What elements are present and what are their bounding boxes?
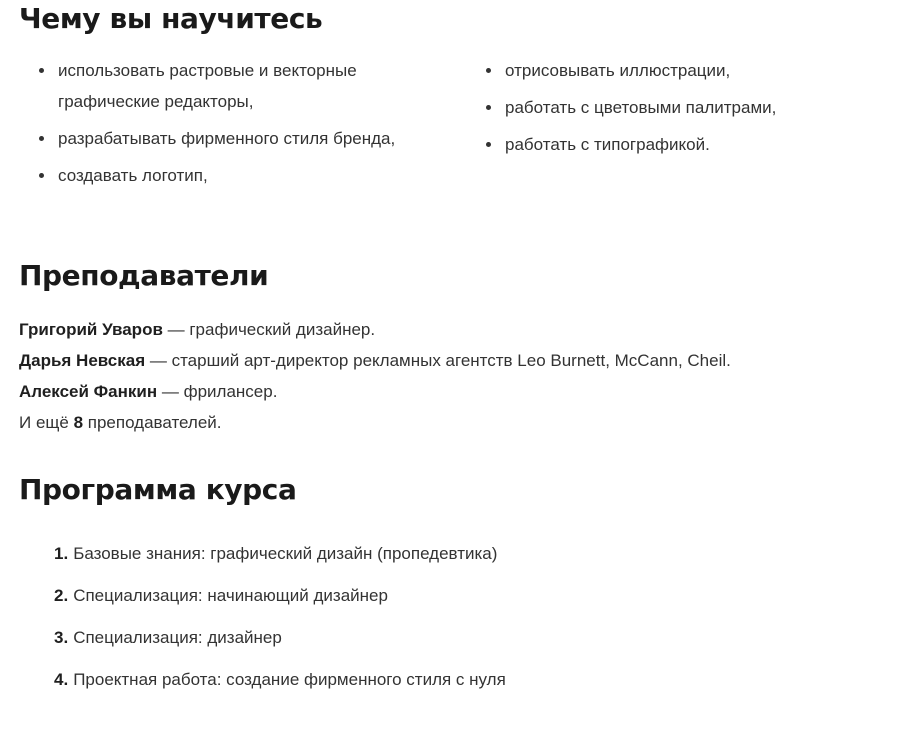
program-item bbox=[54, 617, 506, 659]
program-item-text: Проектная работа: создание фирменного стиля с нуля bbox=[73, 670, 506, 689]
program-item-number: 4. bbox=[54, 670, 69, 689]
program-item-text: Базовые знания: графический дизайн (пропедевтика) bbox=[73, 544, 498, 563]
teachers-section-title: Преподаватели bbox=[19, 259, 269, 292]
program-section-title: Программа курса bbox=[19, 473, 297, 506]
teacher-name: Дарья Невская bbox=[19, 351, 146, 370]
learn-list-right bbox=[486, 55, 886, 166]
learn-section-title: Чему вы научитесь bbox=[19, 2, 323, 35]
more-teachers-note bbox=[19, 407, 889, 438]
teachers-list bbox=[19, 314, 889, 438]
program-item-number: 2. bbox=[54, 586, 69, 605]
list-item: разрабатывать фирменного стиля бренда, bbox=[39, 123, 439, 154]
program-item bbox=[54, 533, 506, 575]
teacher-row bbox=[19, 314, 889, 345]
teacher-row bbox=[19, 376, 889, 407]
program-item-text: Специализация: дизайнер bbox=[73, 628, 282, 647]
teacher-role: — графический дизайнер. bbox=[162, 320, 376, 339]
teacher-role: — фрилансер. bbox=[157, 382, 278, 401]
teacher-name: Алексей Фанкин bbox=[19, 382, 158, 401]
more-teachers-count: 8 bbox=[73, 413, 84, 432]
list-item: работать с типографикой. bbox=[486, 129, 886, 160]
list-item: работать с цветовыми палитрами, bbox=[486, 92, 886, 123]
more-teachers-prefix: И ещё bbox=[19, 413, 74, 432]
program-list bbox=[54, 533, 506, 701]
list-item: использовать растровые и векторные графические редакторы, bbox=[39, 55, 439, 117]
more-teachers-suffix: преподавателей. bbox=[83, 413, 222, 432]
learn-list-left bbox=[39, 55, 439, 197]
teacher-name: Григорий Уваров bbox=[19, 320, 163, 339]
list-item: отрисовывать иллюстрации, bbox=[486, 55, 886, 86]
program-item-number: 1. bbox=[54, 544, 69, 563]
program-item-text: Специализация: начинающий дизайнер bbox=[73, 586, 388, 605]
teacher-role: — старший арт-директор рекламных агентств Leo Burnett, McCann, Cheil. bbox=[145, 351, 731, 370]
list-item: создавать логотип, bbox=[39, 160, 439, 191]
teacher-row bbox=[19, 345, 889, 376]
program-item-number: 3. bbox=[54, 628, 69, 647]
program-item bbox=[54, 575, 506, 617]
program-item bbox=[54, 659, 506, 701]
